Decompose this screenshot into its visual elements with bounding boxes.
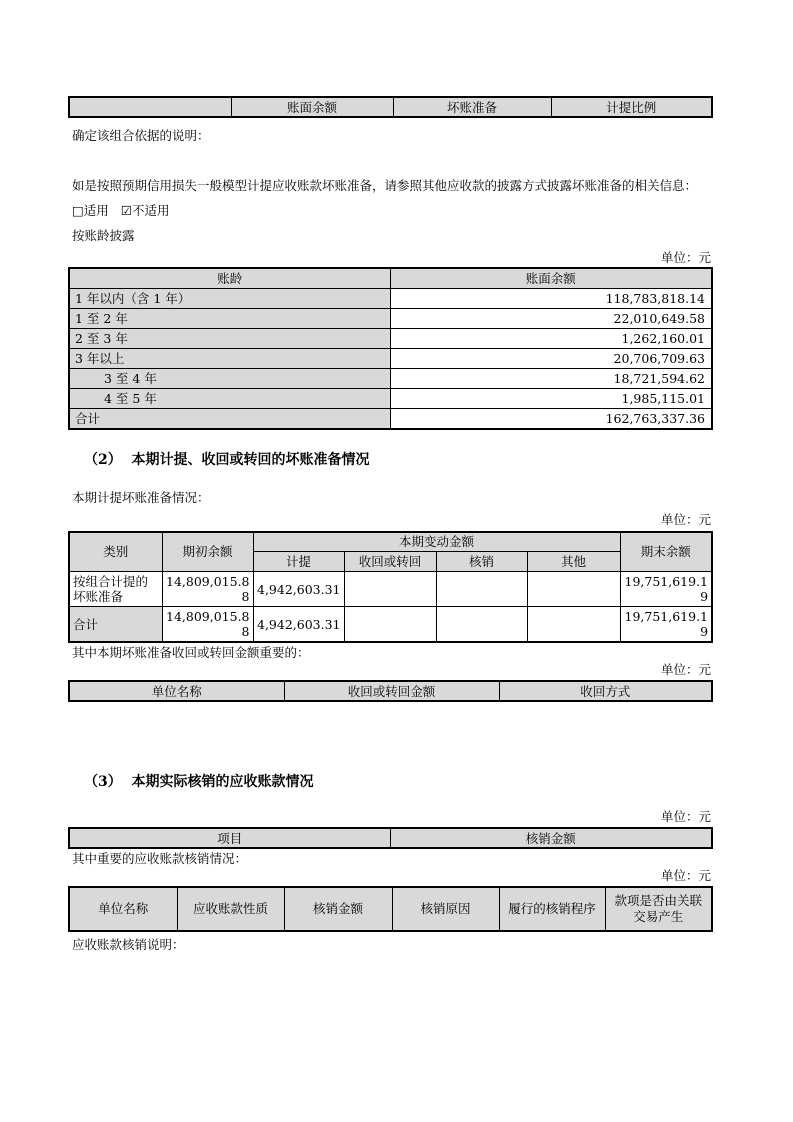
portfolio-provision-table bbox=[68, 96, 713, 118]
unit-label: 单位：元 bbox=[660, 511, 711, 527]
aging-label: 2 至 3 年 bbox=[69, 328, 390, 348]
provision-intro: 本期计提坏账准备情况： bbox=[72, 489, 210, 505]
combo-basis-note: 确定该组合依据的说明： bbox=[72, 128, 210, 143]
prov-col-other: 其他 bbox=[527, 552, 620, 572]
table-row bbox=[69, 268, 712, 288]
section3-heading bbox=[68, 774, 711, 791]
detail-col-receivable-nature: 应收账款性质 bbox=[177, 887, 284, 931]
recovery-col-entity-name: 单位名称 bbox=[69, 681, 284, 701]
prov-recovered bbox=[344, 607, 436, 643]
recovery-col-amount: 收回或转回金额 bbox=[284, 681, 499, 701]
prov-col-written-off: 核销 bbox=[436, 552, 527, 572]
aging-value: 118,783,818.14 bbox=[390, 288, 712, 308]
unit-label: 单位：元 bbox=[660, 868, 711, 883]
unit-label: 单位：元 bbox=[660, 809, 711, 824]
prov-ending: 19,751,619.19 bbox=[620, 607, 712, 643]
writeoff-detail-table bbox=[68, 886, 713, 932]
aging-label: 3 至 4 年 bbox=[69, 368, 390, 388]
prov-other bbox=[527, 607, 620, 643]
prov-written-off bbox=[436, 572, 527, 607]
aging-value: 1,985,115.01 bbox=[390, 388, 712, 408]
aging-col-aging: 账龄 bbox=[69, 268, 390, 288]
table-row bbox=[69, 348, 712, 368]
detail-col-procedure: 履行的核销程序 bbox=[499, 887, 605, 931]
aging-col-book-balance: 账面余额 bbox=[390, 268, 712, 288]
prov-beginning: 14,809,015.88 bbox=[162, 572, 253, 607]
portfolio-col-empty bbox=[69, 97, 231, 117]
writeoff-table bbox=[68, 827, 713, 849]
table-row bbox=[69, 368, 712, 388]
portfolio-col-book-balance: 账面余额 bbox=[231, 97, 393, 117]
applicability-line bbox=[68, 204, 711, 218]
prov-col-recovered-or-reversed: 收回或转回 bbox=[344, 552, 436, 572]
table-row bbox=[69, 532, 712, 552]
prov-col-ending-balance: 期末余额 bbox=[620, 532, 712, 572]
prov-accrual: 4,942,603.31 bbox=[253, 572, 344, 607]
prov-col-category: 类别 bbox=[69, 532, 162, 572]
prov-other bbox=[527, 572, 620, 607]
prov-total-category: 合计 bbox=[69, 607, 162, 643]
table-row bbox=[69, 828, 712, 848]
portfolio-col-bad-debt-provision: 坏账准备 bbox=[393, 97, 551, 117]
prov-beginning: 14,809,015.88 bbox=[162, 607, 253, 643]
section2-heading-text: 本期计提、收回或转回的坏账准备情况 bbox=[131, 451, 370, 468]
recovery-table bbox=[68, 680, 713, 702]
detail-col-entity-name: 单位名称 bbox=[69, 887, 177, 931]
prov-col-beginning-balance: 期初余额 bbox=[162, 532, 253, 572]
portfolio-col-provision-ratio: 计提比例 bbox=[551, 97, 712, 117]
unit-label: 单位：元 bbox=[660, 662, 711, 677]
table-row bbox=[69, 408, 712, 429]
aging-value: 18,721,594.62 bbox=[390, 368, 712, 388]
prov-written-off bbox=[436, 607, 527, 643]
unit-label: 单位：元 bbox=[660, 250, 711, 265]
ecl-model-note: 如是按照预期信用损失一般模型计提应收账款坏账准备，请参照其他应收款的披露方式披露坏账准备的相关信息： bbox=[72, 178, 698, 193]
section2-heading bbox=[68, 452, 711, 469]
aging-label: 3 年以上 bbox=[69, 348, 390, 368]
important-writeoff-note: 其中重要的应收账款核销情况： bbox=[72, 851, 248, 866]
table-row bbox=[69, 607, 712, 643]
aging-value: 1,262,160.01 bbox=[390, 328, 712, 348]
important-recovery-note: 其中本期坏账准备收回或转回金额重要的： bbox=[72, 645, 310, 660]
aging-total-label: 合计 bbox=[69, 408, 390, 429]
aging-value: 22,010,649.58 bbox=[390, 308, 712, 328]
aging-label: 1 至 2 年 bbox=[69, 308, 390, 328]
section3-heading-text: 本期实际核销的应收账款情况 bbox=[131, 774, 314, 790]
not-applicable-checkbox: ☑不适用 bbox=[120, 203, 170, 218]
table-row bbox=[69, 288, 712, 308]
detail-col-writeoff-amount: 核销金额 bbox=[284, 887, 392, 931]
prov-category: 按组合计提的坏账准备 bbox=[69, 572, 162, 607]
writeoff-col-amount: 核销金额 bbox=[390, 828, 712, 848]
aging-table bbox=[68, 267, 713, 430]
prov-col-accrual: 计提 bbox=[253, 552, 344, 572]
aging-label: 1 年以内（含 1 年） bbox=[69, 288, 390, 308]
table-row bbox=[69, 887, 712, 931]
prov-accrual: 4,942,603.31 bbox=[253, 607, 344, 643]
aging-value: 20,706,709.63 bbox=[390, 348, 712, 368]
prov-ending: 19,751,619.19 bbox=[620, 572, 712, 607]
table-row bbox=[69, 681, 712, 701]
table-row bbox=[69, 328, 712, 348]
writeoff-col-item: 项目 bbox=[69, 828, 390, 848]
section3-heading-number: （3） bbox=[84, 774, 122, 790]
detail-col-related-party: 款项是否由关联交易产生 bbox=[605, 887, 712, 931]
table-row bbox=[69, 572, 712, 607]
aging-label: 4 至 5 年 bbox=[69, 388, 390, 408]
applicable-checkbox: □适用 bbox=[72, 203, 109, 218]
aging-disclosure-label: 按账龄披露 bbox=[72, 228, 135, 243]
table-row bbox=[69, 388, 712, 408]
prov-col-current-change: 本期变动金额 bbox=[253, 532, 620, 552]
section2-heading-number: （2） bbox=[84, 451, 122, 468]
prov-recovered bbox=[344, 572, 436, 607]
aging-total-value: 162,763,337.36 bbox=[390, 408, 712, 429]
table-row bbox=[69, 308, 712, 328]
detail-col-writeoff-reason: 核销原因 bbox=[392, 887, 499, 931]
provision-movement-table bbox=[68, 531, 713, 644]
writeoff-note: 应收账款核销说明： bbox=[72, 937, 185, 952]
recovery-col-method: 收回方式 bbox=[499, 681, 712, 701]
